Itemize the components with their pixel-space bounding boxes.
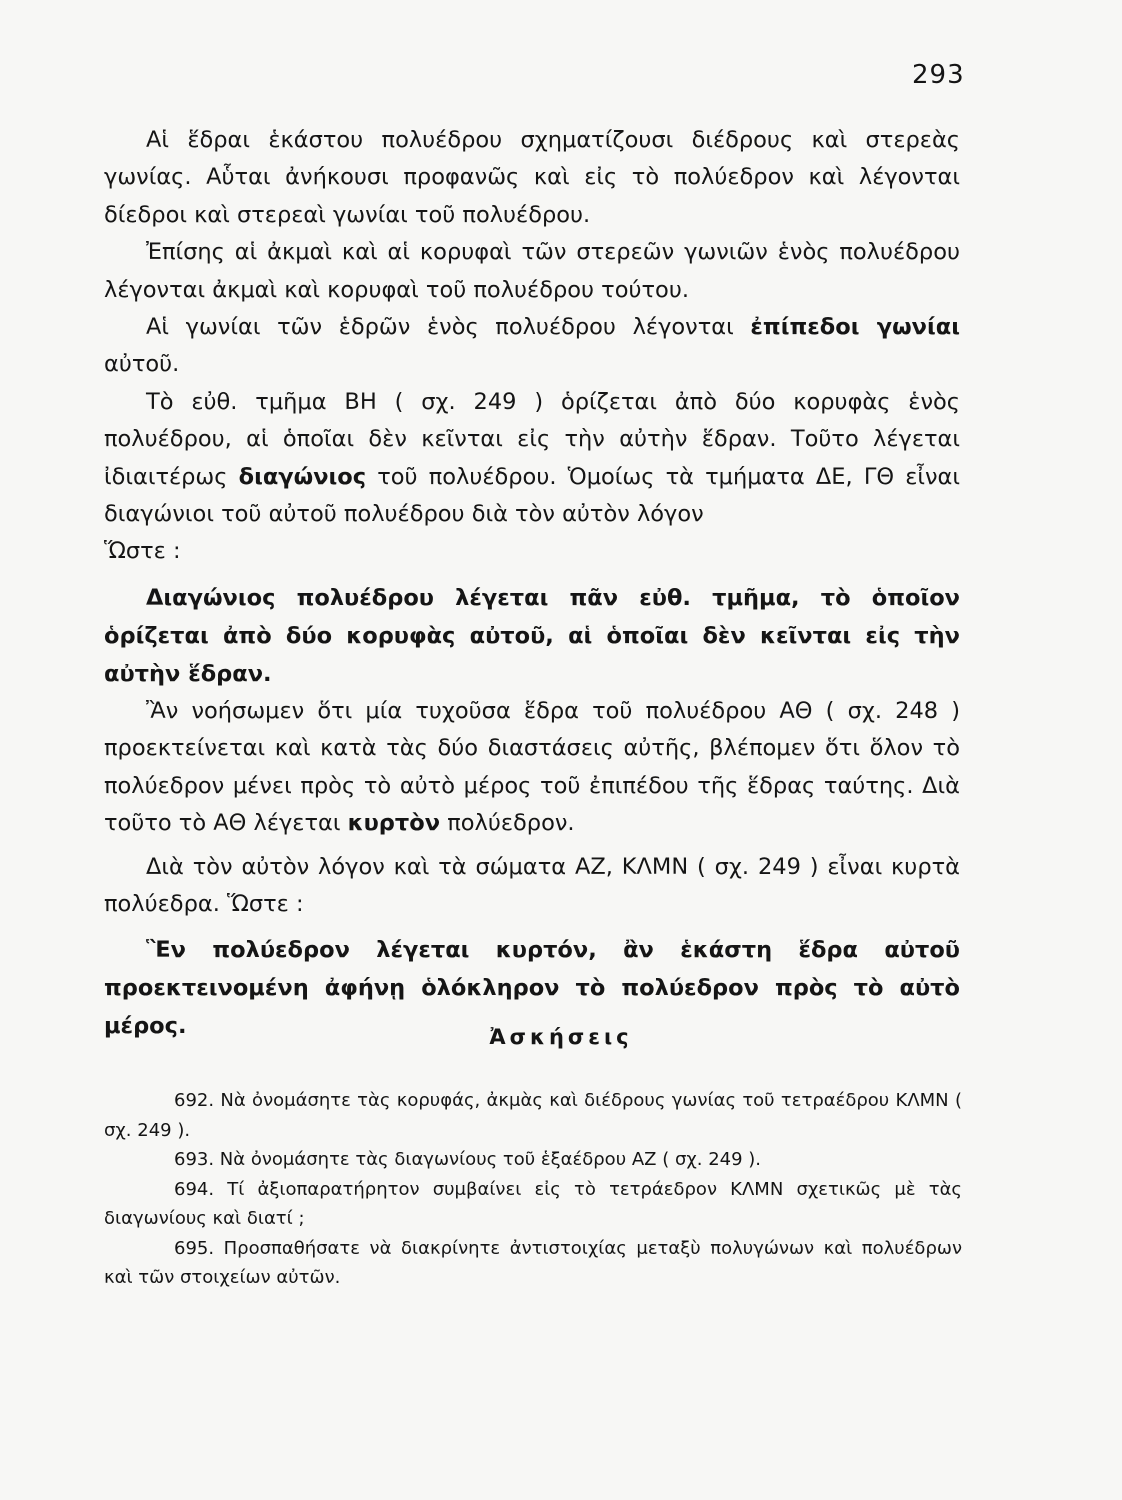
term-convex: κυρτὸν <box>347 810 441 837</box>
definition-diagonal: Διαγώνιος πολυέδρου λέγεται πᾶν εὐθ. τμῆμα, τὸ ὁποῖον ὁρίζεται ἀπὸ δύο κορυφὰς αὐτοῦ, αἱ ὁποῖαι δὲν κεῖνται εἰς τὴν αὐτὴν ἕδραν. <box>104 584 960 687</box>
term-diagonal: διαγώνιος <box>238 463 367 490</box>
text-span: Τὸ εὐθ. τμῆμα ΒΗ ( σχ. 249 ) ὁρίζεται ἀπὸ δύο κορυφὰς ἑνὸς πολυέδρου, αἱ ὁποῖαι δὲν κεῖνται εἰς τὴν αὐτὴν ἕδραν. Τοῦτο λέγεται ἰδιαιτέρως <box>104 388 960 490</box>
paragraph-dihedral-angles: Αἱ ἕδραι ἑκάστου πολυέδρου σχηματίζουσι διέδρους καὶ στερεὰς γωνίας. Αὗται ἀνήκουσι προφανῶς καὶ εἰς τὸ πολύεδρον καὶ λέγονται δίεδροι καὶ στερεαὶ γωνίαι τοῦ πολυέδρου. <box>104 127 960 228</box>
exercise-item: 695. Προσπαθήσατε νὰ διακρίνητε ἀντιστοιχίας μεταξὺ πολυγώνων καὶ πολυέδρων καὶ τῶν στοιχείων αὐτῶν. <box>104 1237 962 1288</box>
exercise-item: 693. Νὰ ὀνομάσητε τὰς διαγωνίους τοῦ ἑξαέδρου ΑΖ ( σχ. 249 ). <box>174 1149 762 1170</box>
term-plane-angles: ἐπίπεδοι γωνίαι <box>750 314 960 341</box>
exercise-item: 692. Νὰ ὀνομάσητε τὰς κορυφάς, ἀκμὰς καὶ διέδρους γωνίας τοῦ τετραέδρου ΚΛΜΝ ( σχ. 249 ). <box>104 1090 962 1141</box>
paragraph-convex-bodies: Διὰ τὸν αὐτὸν λόγον καὶ τὰ σώματα ΑΖ, ΚΛΜΝ ( σχ. 249 ) εἶναι κυρτὰ πολύεδρα. Ὥστε : <box>104 853 960 917</box>
paragraph-edges-vertices: Ἐπίσης αἱ ἀκμαὶ καὶ αἱ κορυφαὶ τῶν στερεῶν γωνιῶν ἑνὸς πολυέδρου λέγονται ἀκμαὶ καὶ κορυφαὶ τοῦ πολυέδρου τούτου. <box>104 239 960 303</box>
text-span: Ἂν νοήσωμεν ὅτι μία τυχοῦσα ἕδρα τοῦ πολυέδρου ΑΘ ( σχ. 248 ) προεκτείνεται καὶ κατὰ τὰς δύο διαστάσεις αὐτῆς, βλέπομεν ὅτι ὅλον τὸ πολύεδρον μένει πρὸς τὸ αὐτὸ μέρος τοῦ ἐπιπέδου τῆς ἕδρας ταύτης. Διὰ τοῦτο τὸ ΑΘ λέγεται <box>104 697 960 837</box>
definition-convex: Ἓν πολύεδρον λέγεται κυρτόν, ἂν ἑκάστη ἕδρα αὐτοῦ προεκτεινομένη ἀφήνῃ ὁλόκληρον τὸ πολύεδρον πρὸς τὸ αὐτὸ μέρος. <box>104 937 960 1040</box>
page-number: 293 <box>912 60 965 90</box>
main-text <box>104 122 960 1045</box>
text-span: Αἱ γωνίαι τῶν ἑδρῶν ἑνὸς πολυέδρου λέγονται <box>146 314 751 341</box>
paragraph-convex <box>104 693 960 843</box>
paragraph-plane-angles <box>104 309 960 384</box>
exercises-heading: Ἀσκήσεις <box>489 1025 633 1049</box>
text-span: τοῦ πολυέδρου. Ὁμοίως τὰ τμήματα ΔΕ, ΓΘ εἶναι διαγώνιοι τοῦ αὐτοῦ πολυέδρου διὰ τὸν αὐτὸν λόγον <box>104 463 960 528</box>
exercise-list <box>104 1086 962 1293</box>
text-span: αὐτοῦ. <box>104 351 180 378</box>
exercise-item: 694. Τί ἀξιοπαρατήρητον συμβαίνει εἰς τὸ τετράεδρον ΚΛΜΝ σχετικῶς μὲ τὰς διαγωνίους καὶ διατί ; <box>104 1178 962 1229</box>
paragraph-diagonal <box>104 384 960 534</box>
paragraph-hence: Ὥστε : <box>104 538 181 565</box>
text-span: πολύεδρον. <box>440 810 575 837</box>
